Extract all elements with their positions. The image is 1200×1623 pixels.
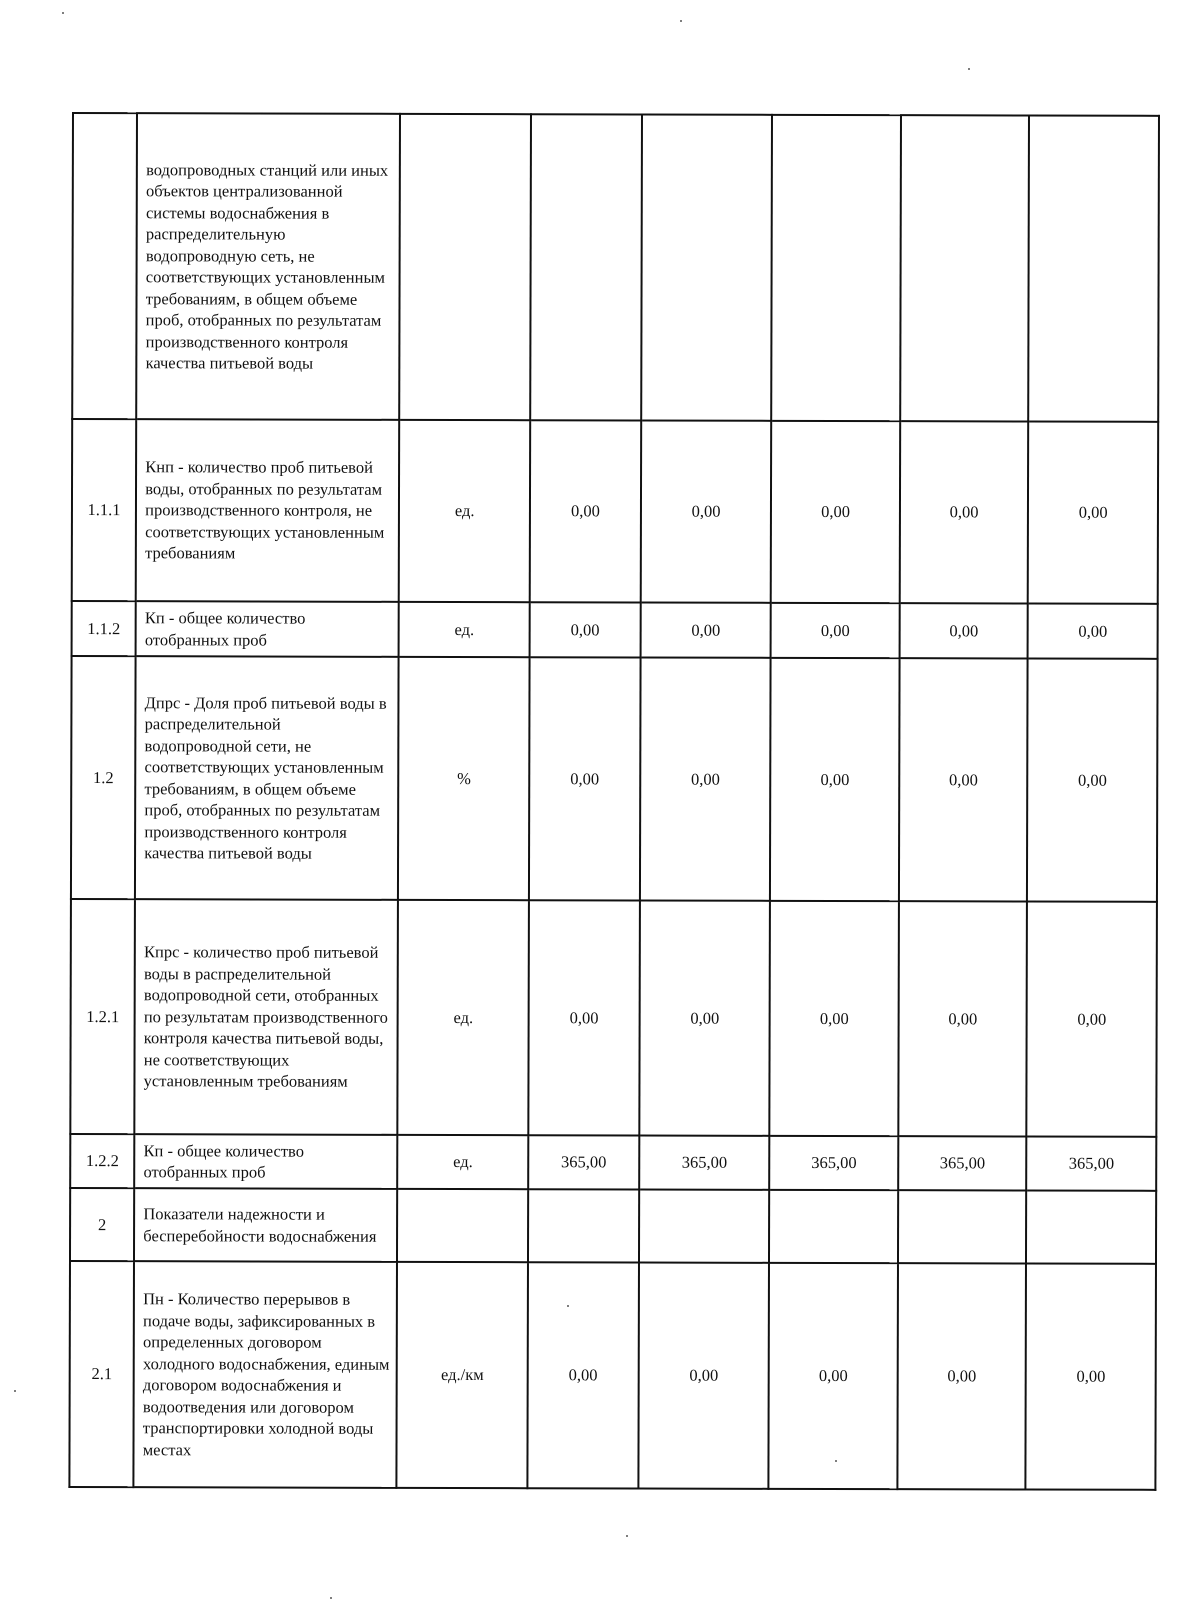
- table-row: [72, 113, 1159, 422]
- unit-cell: ед.: [398, 1135, 529, 1189]
- value-cell: 365,00: [1027, 1137, 1157, 1191]
- value-cell: [1026, 1191, 1156, 1264]
- table-row: [71, 656, 1158, 902]
- value-cell: 0,00: [640, 602, 771, 657]
- value-cell: 0,00: [770, 658, 899, 901]
- value-cell: 365,00: [528, 1135, 639, 1189]
- scan-speck: [567, 1305, 569, 1307]
- value-cell: [641, 114, 772, 420]
- value-cell: 365,00: [898, 1136, 1027, 1190]
- value-cell: 0,00: [640, 657, 771, 900]
- unit-cell: ед./км: [397, 1262, 528, 1488]
- value-cell: [898, 1190, 1027, 1263]
- table-row: [70, 1134, 1156, 1191]
- indicator-description: водопроводных станций или иных объектов централизованной системы водоснабжения в распределительную водопроводную сеть, не соответствующих установленным требованиям, в общем объеме проб, отобранных по результатам производственного контроля качества питьевой воды: [136, 113, 400, 420]
- table-row: [70, 899, 1157, 1137]
- indicator-description: Кп - общее количество отобранных проб: [136, 601, 399, 657]
- value-cell: 0,00: [641, 420, 772, 602]
- value-cell: 0,00: [638, 1262, 769, 1488]
- value-cell: 0,00: [899, 603, 1028, 658]
- row-number: 1.2.2: [70, 1134, 134, 1188]
- scan-speck: [626, 1535, 628, 1537]
- value-cell: [530, 114, 642, 420]
- value-cell: [900, 115, 1029, 421]
- indicator-description: Показатели надежности и бесперебойности водоснабжения: [134, 1188, 397, 1262]
- value-cell: 0,00: [529, 657, 641, 900]
- row-number: 1.2.1: [70, 899, 135, 1134]
- row-number: 1.1.2: [72, 601, 136, 656]
- value-cell: [769, 1190, 898, 1263]
- unit-cell: ед.: [399, 602, 530, 657]
- scan-speck: [835, 1460, 837, 1462]
- value-cell: 365,00: [770, 1136, 899, 1190]
- indicator-description: Кпрс - количество проб питьевой воды в распределительной водопроводной сети, отобранных по результатам производственного контроля качества питьевой воды, не соответствующих установленным требованиям: [135, 899, 399, 1135]
- scan-speck: [968, 68, 970, 70]
- value-cell: 0,00: [1027, 902, 1157, 1137]
- value-cell: 0,00: [1027, 659, 1157, 902]
- value-cell: 0,00: [1028, 422, 1158, 604]
- value-cell: 0,00: [769, 1263, 898, 1489]
- unit-cell: [397, 1189, 528, 1262]
- value-cell: 0,00: [898, 901, 1027, 1136]
- table-row: [69, 1261, 1156, 1490]
- value-cell: 0,00: [770, 901, 899, 1136]
- value-cell: 0,00: [530, 420, 641, 602]
- scan-speck: [14, 1390, 16, 1392]
- indicators-table: [68, 112, 1160, 1491]
- value-cell: 0,00: [527, 1262, 638, 1488]
- indicator-description: Пн - Количество перерывов в подаче воды, зафиксированных в определенных договором холодного водоснабжения, единым договором водоснабжения и водоотведения или договором транспортировки холодной воды местах: [134, 1261, 398, 1488]
- value-cell: 0,00: [900, 421, 1029, 603]
- value-cell: 0,00: [530, 602, 641, 657]
- value-cell: 0,00: [771, 421, 900, 603]
- value-cell: 0,00: [528, 900, 639, 1135]
- value-cell: 0,00: [1026, 1264, 1156, 1490]
- value-cell: 0,00: [1028, 604, 1158, 659]
- value-cell: [528, 1189, 639, 1262]
- table-row: [70, 1188, 1156, 1264]
- row-number: 2.1: [69, 1261, 134, 1487]
- table-row: [72, 419, 1158, 604]
- indicator-description: Кп - общее количество отобранных проб: [134, 1134, 397, 1189]
- table-row: [72, 601, 1158, 659]
- row-number: 1.2: [71, 656, 136, 899]
- unit-cell: [400, 114, 531, 420]
- unit-cell: ед.: [398, 900, 529, 1135]
- value-cell: [639, 1189, 770, 1262]
- row-number: 1.1.1: [72, 419, 137, 601]
- unit-cell: ед.: [399, 420, 530, 602]
- value-cell: 0,00: [639, 900, 770, 1135]
- value-cell: [772, 115, 901, 421]
- indicator-description: Кнп - количество проб питьевой воды, отобранных по результатам производственного контроля, не соответствующих установленным требованиям: [136, 419, 400, 602]
- indicator-description: Дпрс - Доля проб питьевой воды в распределительной водопроводной сети, не соответствующих установленным требованиям, в общем объеме проб, отобранных по результатам производственного контроля качества питьевой воды: [135, 656, 399, 900]
- unit-cell: %: [398, 657, 529, 900]
- scan-speck: [62, 12, 64, 14]
- scan-speck: [680, 20, 682, 22]
- scan-speck: [330, 1597, 332, 1599]
- row-number: [72, 113, 137, 419]
- value-cell: 0,00: [899, 658, 1028, 901]
- value-cell: [1029, 116, 1159, 422]
- value-cell: 0,00: [771, 603, 900, 658]
- value-cell: 365,00: [639, 1135, 770, 1189]
- row-number: 2: [70, 1188, 134, 1261]
- value-cell: 0,00: [897, 1263, 1026, 1489]
